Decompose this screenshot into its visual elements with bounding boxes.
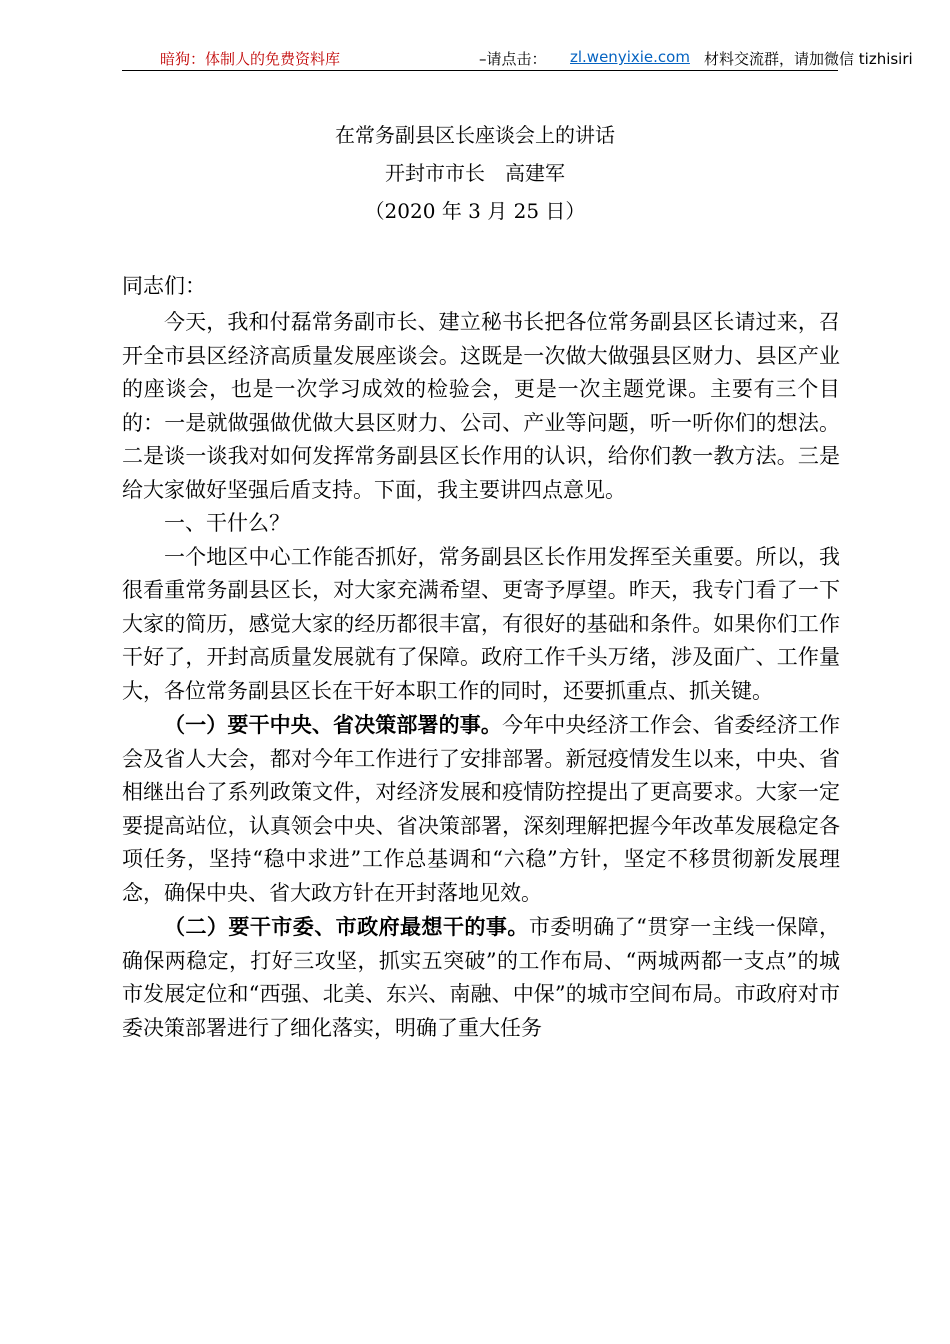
document-date: （2020 年 3 月 25 日）	[364, 199, 586, 223]
document-body	[122, 306, 840, 1045]
header-wechat: 材料交流群，请加微信 tizhisiri	[704, 50, 913, 68]
document-speaker: 开封市市长 高建军	[385, 161, 565, 185]
paragraph-4-text: 市委明确了“贯穿一主线一保障，确保两稳定，打好三攻坚，抓实五突破”的工作布局、“两城两都一支点”的城市发展定位和“西强、北美、东兴、南融、中保”的城市空间布局。市政府对市委决策部署进行了细化落实，明确了重大任务	[122, 915, 840, 1040]
header-link[interactable]: zl.wenyixie.com	[570, 48, 690, 66]
subheading-2: （二）要干市委、市政府最想干的事。	[164, 914, 529, 939]
paragraph-3	[122, 708, 840, 910]
paragraph-1: 今天，我和付磊常务副市长、建立秘书长把各位常务副县区长请过来，召开全市县区经济高质量发展座谈会。这既是一次做大做强县区财力、县区产业的座谈会，也是一次学习成效的检验会，更是一次主题党课。主要有三个目的：一是就做强做优做大县区财力、公司、产业等问题，听一听你们的想法。二是谈一谈我对如何发挥常务副县区长作用的认识，给你们教一教方法。三是给大家做好坚强后盾支持。下面，我主要讲四点意见。	[122, 310, 840, 502]
paragraph-4	[122, 910, 840, 1045]
paragraph-2: 一个地区中心工作能否抓好，常务副县区长作用发挥至关重要。所以，我很看重常务副县区长，对大家充满希望、更寄予厚望。昨天，我专门看了一下大家的简历，感觉大家的经历都很丰富，有很好的基础和条件。如果你们工作干好了，开封高质量发展就有了保障。政府工作千头万绪，涉及面广、工作量大，各位常务副县区长在干好本职工作的同时，还要抓重点、抓关键。	[122, 544, 840, 703]
section-heading-1: 一、干什么？	[164, 511, 290, 535]
salutation: 同志们：	[122, 274, 206, 298]
page-header	[122, 44, 913, 71]
paragraph-3-text: 今年中央经济工作会、省委经济工作会及省人大会，都对今年工作进行了安排部署。新冠疫情发生以来，中央、省相继出台了系列政策文件，对经济发展和疫情防控提出了更高要求。大家一定要提高站位，认真领会中央、省决策部署，深刻理解把握今年改革发展稳定各项任务，坚持“稳中求进”工作总基调和“六稳”方针，坚定不移贯彻新发展理念，确保中央、省大政方针在开封落地见效。	[122, 713, 841, 905]
subheading-1: （一）要干中央、省决策部署的事。	[164, 712, 503, 737]
header-prompt: –请点击：	[479, 50, 547, 68]
header-brand: 暗狗：体制人的免费资料库	[160, 50, 341, 68]
document-title: 在常务副县区长座谈会上的讲话	[335, 123, 615, 147]
